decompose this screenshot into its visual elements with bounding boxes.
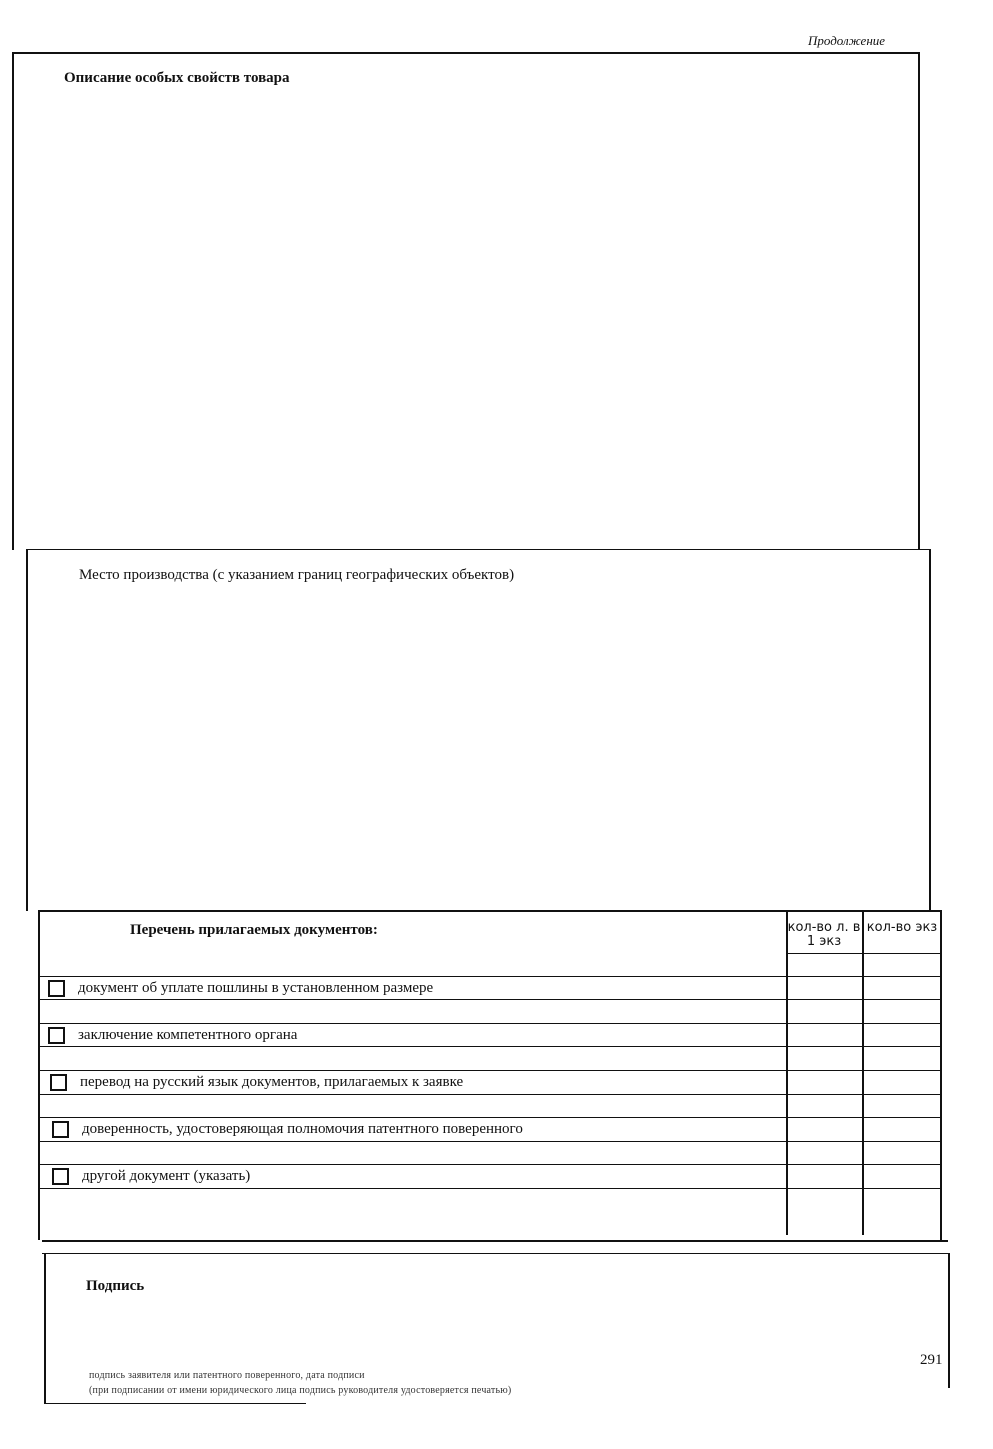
- row-line: [38, 976, 940, 977]
- row-line: [38, 999, 940, 1000]
- page-number: 291: [920, 1352, 943, 1368]
- special-properties-title: Описание особых свойств товара: [64, 70, 290, 86]
- divider-1: [26, 549, 931, 550]
- checkbox-icon[interactable]: [48, 980, 65, 997]
- production-place-field[interactable]: [34, 592, 924, 904]
- checkbox-icon[interactable]: [48, 1027, 65, 1044]
- document-item-label: документ об уплате пошлины в установленном размере: [78, 980, 434, 996]
- frame-top: [12, 52, 920, 54]
- document-item[interactable]: [52, 1120, 782, 1140]
- row-line: [38, 1188, 940, 1189]
- signature-note-line1: подпись заявителя или патентного поверенного, дата подписи: [89, 1370, 365, 1381]
- header-underline: [786, 953, 940, 954]
- checkbox-icon[interactable]: [50, 1074, 67, 1091]
- continuation-label: Продолжение: [808, 33, 886, 48]
- row-line: [38, 1117, 940, 1118]
- col-divider-1: [786, 912, 788, 1235]
- production-place-title: Место производства (с указанием границ географических объектов): [79, 567, 515, 583]
- docs-top-border: [38, 910, 940, 912]
- row-line: [38, 1070, 940, 1071]
- document-item-label: другой документ (указать): [82, 1168, 251, 1184]
- signature-note-line2: (при подписании от имени юридического лица подпись руководителя удостоверяется печатью): [89, 1385, 512, 1396]
- row-line: [38, 1164, 940, 1165]
- documents-title: Перечень прилагаемых документов:: [130, 922, 378, 938]
- row-line: [38, 1141, 940, 1142]
- frame-right: [918, 52, 920, 550]
- document-item[interactable]: [48, 1026, 778, 1046]
- signature-left-border: [44, 1253, 46, 1403]
- docs-bottom-border: [42, 1240, 948, 1242]
- col-copies-header: кол-во экз: [866, 920, 938, 935]
- document-item-label: доверенность, удостоверяющая полномочия патентного поверенного: [82, 1121, 523, 1137]
- docs-right-border: [940, 910, 942, 1240]
- document-item-label: заключение компетентного органа: [78, 1027, 298, 1043]
- col-divider-2: [862, 912, 864, 1235]
- special-properties-field[interactable]: [20, 95, 910, 545]
- frame-left: [12, 52, 14, 550]
- document-item[interactable]: [50, 1073, 780, 1093]
- docs-bottom-border-inner: [42, 1253, 948, 1254]
- checkbox-icon[interactable]: [52, 1168, 69, 1185]
- frame-left-2: [26, 549, 28, 911]
- document-item-label: перевод на русский язык документов, прилагаемых к заявке: [80, 1074, 464, 1090]
- checkbox-icon[interactable]: [52, 1121, 69, 1138]
- document-item[interactable]: [48, 979, 778, 999]
- signature-bottom-line: [44, 1403, 306, 1404]
- row-line: [38, 1046, 940, 1047]
- frame-right-2: [929, 549, 931, 911]
- col-sheets-header: кол-во л. в 1 экз: [787, 920, 861, 949]
- signature-title: Подпись: [86, 1278, 145, 1294]
- row-line: [38, 1023, 940, 1024]
- document-item[interactable]: [52, 1167, 782, 1187]
- signature-field[interactable]: [60, 1300, 920, 1366]
- row-line: [38, 1094, 940, 1095]
- signature-right-border: [948, 1253, 950, 1388]
- docs-left-border: [38, 910, 40, 1240]
